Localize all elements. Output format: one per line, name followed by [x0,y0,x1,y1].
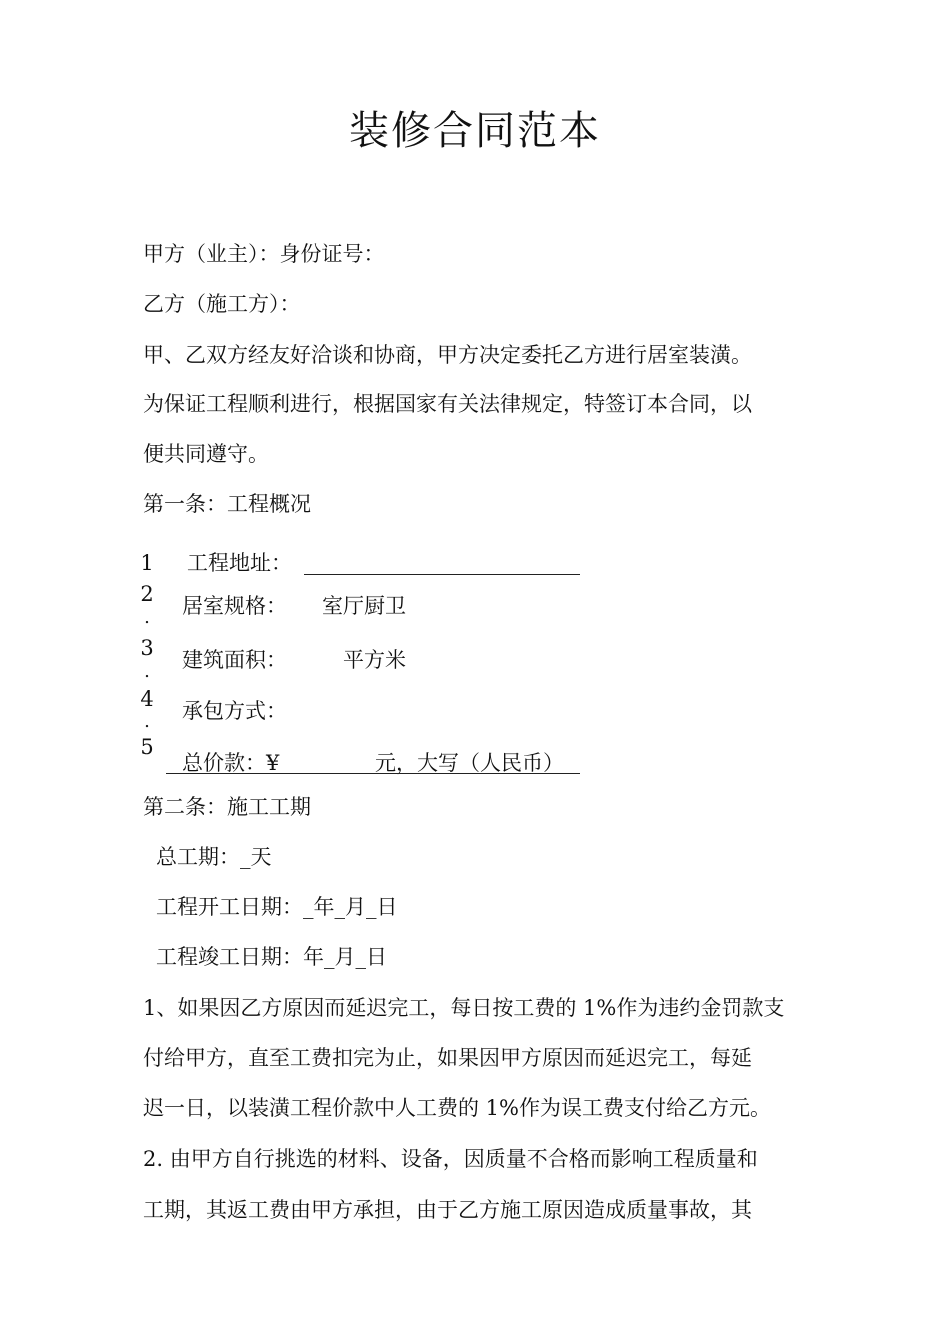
item-number-1: 1 [140,551,154,575]
item-value-total-price: 元，大写（人民币） [375,751,564,775]
article-2-heading: 第二条：施工工期 [143,795,311,819]
party-a-line: 甲方（业主）：身份证号： [143,242,385,266]
clause-1-line-1: 1、如果因乙方原因而延迟完工，每日按工费的 1%作为违约金罚款支 [143,996,785,1020]
item-value-area: 平方米 [343,648,406,672]
party-b-line: 乙方（施工方）： [143,292,301,316]
end-date-line: 工程竣工日期：年_月_日 [156,945,387,969]
item-label-address: 工程地址： [187,551,292,575]
clause-1-line-3: 迟一日，以装潢工程价款中人工费的 1%作为误工费支付给乙方元。 [143,1096,771,1120]
item-label-area: 建筑面积： [182,648,287,672]
item-number-4: 4 [140,687,154,711]
clause-2-line-2: 工期，其返工费由甲方承担，由于乙方施工原因造成质量事故，其 [143,1198,752,1222]
item-dot-3: . [144,661,150,682]
item-value-layout: 室厅厨卫 [322,594,406,618]
clause-2-line-1: 2. 由甲方自行挑选的材料、设备，因质量不合格而影响工程质量和 [143,1147,758,1171]
total-price-underline [166,773,580,774]
total-duration-line: 总工期：_天 [156,845,272,869]
item-number-5: 5 [140,735,154,759]
item-number-3: 3 [140,636,154,660]
item-dot-4: . [144,711,150,732]
item-label-total-price: 总价款：¥ [182,751,280,775]
item-dot-2: . [144,607,150,628]
item-number-2: 2 [140,582,154,606]
clause-1-line-2: 付给甲方，直至工费扣完为止，如果因甲方原因而延迟完工，每延 [143,1046,752,1070]
start-date-line: 工程开工日期：_年_月_日 [156,895,398,919]
item-label-contract-method: 承包方式： [182,699,287,723]
intro-line-3: 便共同遵守。 [143,442,269,466]
article-1-heading: 第一条：工程概况 [143,492,311,516]
document-title: 装修合同范本 [349,108,601,154]
address-underline [304,574,580,575]
item-label-layout: 居室规格： [182,594,287,618]
intro-line-2: 为保证工程顺利进行，根据国家有关法律规定，特签订本合同，以 [143,392,752,416]
intro-line-1: 甲、乙双方经友好洽谈和协商，甲方决定委托乙方进行居室装潢。 [143,343,752,367]
